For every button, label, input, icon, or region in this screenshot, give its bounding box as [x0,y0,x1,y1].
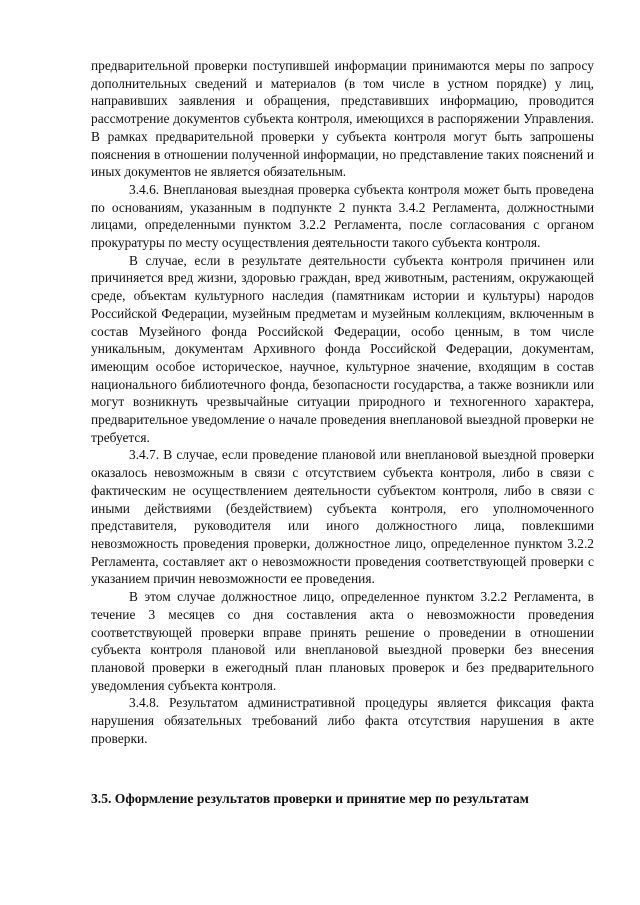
paragraph-3-4-7: 3.4.7. В случае, если проведение плановой или внеплановой выездной проверки оказалось невозможным в связи с отсутствием субъекта контроля, либо в связи с фактическим не осуществлением деятельности субъектом контроля, либо в связи с иными действиями (бездействием) субъекта контроля, его уполномоченного представителя, руководителя или иного должностного лица, повлекшими невозможность проведения проверки, должностное лицо, определенное пунктом 3.2.2 Регламента, составляет акт о невозможности проведения соответствующей проверки с указанием причин невозможности ее проведения. [91,447,594,587]
section-heading-3-5: 3.5. Оформление результатов проверки и принятие мер по результатам [91,791,529,807]
paragraph-3-4-8: 3.4.8. Результатом административной процедуры является фиксация факта нарушения обязательных требований либо факта отсутствия нарушения в акте проверки. [91,695,594,746]
paragraph-harm-case: В случае, если в результате деятельности субъекта контроля причинен или причиняется вред жизни, здоровью граждан, вред животным, растениям, окружающей среде, объектам культурного наследия (памятникам истории и культуры) народов Российской Федерации, музейным предметам и музейным коллекциям, включенным в состав Музейного фонда Российской Федерации, особо ценным, в том числе уникальным, документам Архивного фонда Российской Федерации, документам, имеющим особое историческое, научное, культурное значение, входящим в состав национального библиотечного фонда, безопасности государства, а также возникли или могут возникнуть чрезвычайные ситуации природного и техногенного характера, предварительное уведомление о начале проведения внеплановой выездной проверки не требуется. [91,252,594,445]
paragraph-continuation: предварительной проверки поступившей информации принимаются меры по запросу дополнительных сведений и материалов (в том числе в устном порядке) у лиц, направивших заявления и обращения, представивших информацию, проводится рассмотрение документов субъекта контроля, имеющихся в распоряжении Управления. В рамках предварительной проверки у субъекта контроля могут быть запрошены пояснения в отношении полученной информации, но представление таких пояснений и иных документов не является обязательным. [91,58,594,180]
paragraph-impossibility-case: В этом случае должностное лицо, определенное пунктом 3.2.2 Регламента, в течение 3 месяцев со дня составления акта о невозможности проведения соответствующей проверки вправе принять решение о проведении в отношении субъекта контроля плановой или внеплановой выездной проверки без внесения плановой проверки в ежегодный план плановых проверок и без предварительного уведомления субъекта контроля. [91,589,594,693]
paragraph-3-4-6: 3.4.6. Внеплановая выездная проверка субъекта контроля может быть проведена по основаниям, указанным в подпункте 2 пункта 3.4.2 Регламента, должностными лицами, определенными пунктом 3.2.2 Регламента, после согласования с органом прокуратуры по месту осуществления деятельности такого субъекта контроля. [91,181,594,251]
